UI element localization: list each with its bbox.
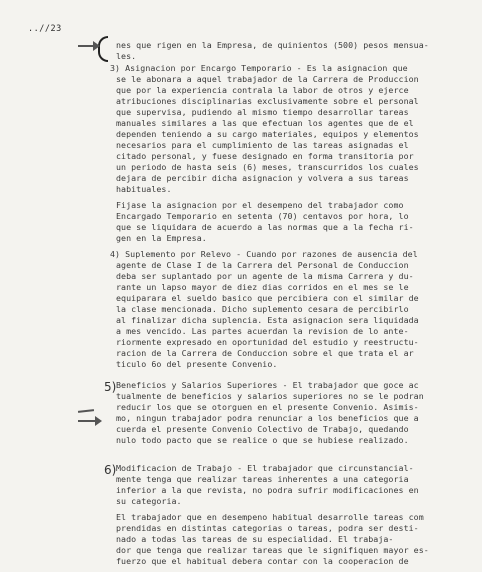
text-line: prendidas en distintas categorias o tareas, podra ser desti- xyxy=(116,523,419,533)
text-line: que por la experiencia contrala la labor de otros y ejerce xyxy=(116,85,409,95)
text-line: dependen teniendo a su cargo materiales, equipos y elementos xyxy=(116,129,419,139)
text-line: manuales similares a las que efectuan los agentes que de el xyxy=(116,118,414,128)
handwritten-item-number-6: 6) xyxy=(104,463,117,477)
handwritten-arrow-icon xyxy=(78,420,100,422)
text-line: inferior a la que revista, no podra sufrir modificaciones en xyxy=(116,485,419,495)
text-line: que se liquidara de acuerdo a las normas que a la fecha ri- xyxy=(116,222,414,232)
text-line: rante un lapso mayor de diez dias corridos en el mes se le xyxy=(116,282,409,292)
handwritten-arrow-icon xyxy=(78,45,98,47)
text-line: a mes vencido. Las partes acuerdan la revision de lo ante- xyxy=(116,326,409,336)
text-line: Modificacion de Trabajo - El trabajador que circunstancial- xyxy=(116,463,414,473)
text-line: habituales. xyxy=(116,184,172,194)
text-line: ticulo 6o del presente Convenio. xyxy=(116,359,278,369)
text-line: necesarios para el cumplimiento de las tareas asignadas el xyxy=(116,140,409,150)
text-line: citado personal, y fuese designado en forma transitoria por xyxy=(116,151,414,161)
text-line: mo, ningun trabajador podra renunciar a los beneficios que a xyxy=(116,413,419,423)
handwritten-item-number-5: 5) xyxy=(104,380,117,394)
text-line: al finalizar dicha suplencia. Esta asignacion sera liquidada xyxy=(116,315,419,325)
text-line: Fijase la asignacion por el desempeno del trabajador como xyxy=(116,200,404,210)
text-line: su categoria. xyxy=(116,496,182,506)
text-line: deba ser suplantado por un agente de la misma Carrera y du- xyxy=(116,271,414,281)
text-line: dejara de percibir dicha asignacion y volvera a sus tareas xyxy=(116,173,409,183)
page-folio: ..//23 xyxy=(28,24,62,34)
text-line: nulo todo pacto que se realice o que se hubiese realizado. xyxy=(116,435,409,445)
text-line: un periodo de hasta seis (6) meses, transcurridos los cuales xyxy=(116,162,419,172)
text-line: agente de Clase I de la Carrera del Personal de Conduccion xyxy=(116,260,409,270)
text-line: la clase mencionada. Dicho suplemento cesara de percibirlo xyxy=(116,304,409,314)
text-line: cuerda el presente Convenio Colectivo de Trabajo, quedando xyxy=(116,424,409,434)
text-line: 4) Suplemento por Relevo - Cuando por razones de ausencia del xyxy=(110,249,418,259)
text-line: equiparara el sueldo basico que percibiera con el similar de xyxy=(116,293,419,303)
text-line: fuerzo que el habitual debera contar con la cooperacion de xyxy=(116,556,409,566)
text-line: se le abonara a aquel trabajador de la Carrera de Produccion xyxy=(116,74,419,84)
text-line: mente tenga que realizar tareas inherentes a una categoria xyxy=(116,474,409,484)
text-line: 3) Asignacion por Encargo Temporario - Es la asignacion que xyxy=(110,63,408,73)
text-line: nes que rigen en la Empresa, de quinientos (500) pesos mensua- xyxy=(116,40,429,50)
text-line: les. xyxy=(116,51,137,61)
text-line: Encargado Temporario en setenta (70) centavos por hora, lo xyxy=(116,211,409,221)
text-line: reducir los que se otorguen en el presente Convenio. Asimis- xyxy=(116,402,419,412)
text-line: Beneficios y Salarios Superiores - El trabajador que goce ac xyxy=(116,380,419,390)
text-line: que supervisa, pudiendo al mismo tiempo desarrollar tareas xyxy=(116,107,409,117)
text-line: riormente expresado en oportunidad del estudio y reestructu- xyxy=(116,337,419,347)
text-line: racion de la Carrera de Conduccion sobre el que trata el ar xyxy=(116,348,414,358)
text-line: gen en la Empresa. xyxy=(116,233,207,243)
text-line: atribuciones disciplinarias exclusivamente sobre el personal xyxy=(116,96,419,106)
text-line: nado a todas las tareas de su especialidad. El trabaja- xyxy=(116,534,394,544)
text-line: dor que tenga que realizar tareas que le signifiquen mayor es- xyxy=(116,545,429,555)
text-line: tualmente de beneficios y salarios superiores no se le podran xyxy=(116,391,424,401)
text-line: El trabajador que en desempeno habitual desarrolle tareas com xyxy=(116,512,424,522)
